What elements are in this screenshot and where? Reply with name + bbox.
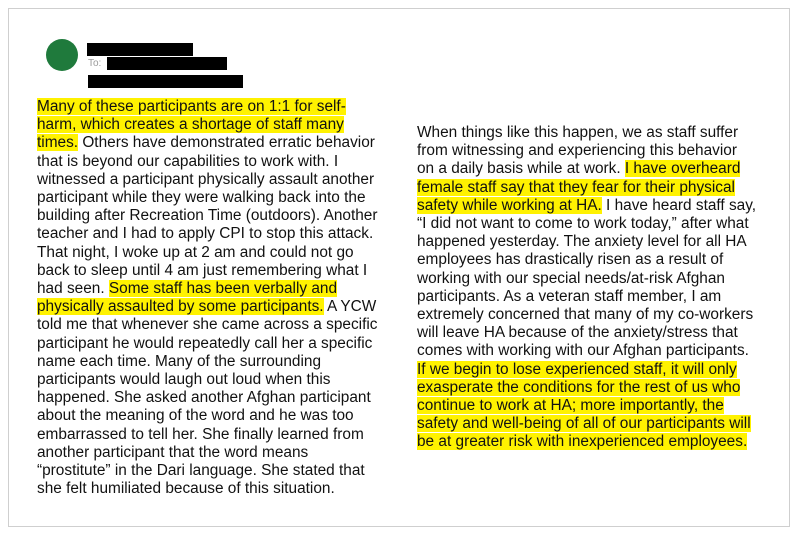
avatar bbox=[46, 39, 78, 71]
redacted-cc bbox=[88, 75, 243, 88]
body-text: I have heard staff say, “I did not want to come to work today,” after what happened yesterday. The anxiety level for all HA employees has drastically risen as a result of working with our special needs/at-risk Afghan participants. As a veteran staff member, I am extremely concerned that many of my co-workers will leave HA because of the anxiety/stress that comes with working with our Afghan participants. bbox=[417, 196, 757, 360]
highlighted-text: I have overheard female staff say that they fear for their physical safety while working at HA. bbox=[417, 160, 741, 214]
body-text: When things like this happen, we as staff suffer from witnessing and experiencing this behavior on a daily basis while at work. bbox=[417, 124, 739, 178]
redacted-recipient bbox=[107, 57, 227, 70]
left-column bbox=[37, 98, 382, 498]
body-text: Others have demonstrated erratic behavior that is beyond our capabilities to work with. I witnessed a participant physically assault another participant while they were walking back into the building after Recreation Time (outdoors). Another teacher and I had to apply CPI to stop this attack. That night, I woke up at 2 am and could not go back to sleep until 4 am just remembering what I had seen. bbox=[37, 134, 378, 298]
highlighted-text: Some staff has been verbally and physically assaulted by some participants. bbox=[37, 280, 338, 316]
highlighted-text: If we begin to lose experienced staff, it will only exasperate the conditions for the rest of us who continue to work at HA; more importantly, the safety and well-being of all of our participants will be at greater risk with inexperienced employees. bbox=[417, 360, 751, 451]
redacted-sender bbox=[87, 43, 193, 56]
left-paragraph bbox=[37, 98, 382, 498]
right-paragraph bbox=[417, 124, 757, 452]
body-text: A YCW told me that whenever she came across a specific participant he would repeatedly call her a specific name each time. Many of the surrounding participants would laugh out loud when this happened. She asked another Afghan participant about the meaning of the word and he was too embarrassed to tell her. She finally learned from another participant that the word means “prostitute” in the Dari language. She stated that she felt humiliated because of this situation. bbox=[37, 298, 378, 498]
highlighted-text: Many of these participants are on 1:1 for self-harm, which creates a shortage of staff many times. bbox=[37, 98, 346, 152]
to-label: To: bbox=[88, 58, 102, 69]
right-column bbox=[417, 124, 757, 452]
